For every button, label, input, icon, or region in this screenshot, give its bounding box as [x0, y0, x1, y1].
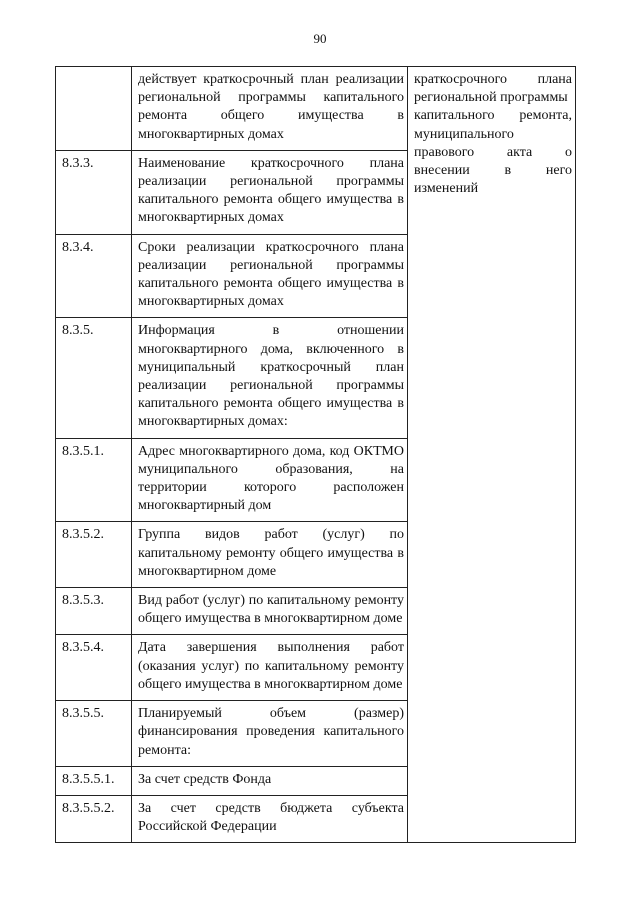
row-number: 8.3.5.5. [56, 701, 132, 767]
row-number: 8.3.5.4. [56, 635, 132, 701]
row-number: 8.3.5.5.1. [56, 766, 132, 795]
row-name: Планируемый объем (размер) финансирования проведения капитального ремонта: [132, 701, 408, 767]
row-name: Наименование краткосрочного плана реализации региональной программы капитального ремонта общего имущества в многоквартирных домах [132, 150, 408, 234]
row-number: 8.3.5.5.2. [56, 795, 132, 842]
row-name: Информация в отношении многоквартирного дома, включенного в муниципальный краткосрочный план реализации региональной программы капитального ремонта общего имущества в многоквартирных домах: [132, 318, 408, 438]
row-number: 8.3.4. [56, 234, 132, 318]
row-name: Дата завершения выполнения работ (оказания услуг) по капитальному ремонту общего имущества в многоквартирном доме [132, 635, 408, 701]
row-name: За счет средств Фонда [132, 766, 408, 795]
table-row [56, 67, 576, 151]
row-number: 8.3.5.1. [56, 438, 132, 522]
row-number: 8.3.5.2. [56, 522, 132, 588]
data-source-text-bottom: капитального ремонта, муниципального правового акта о внесении в него изменений [414, 108, 572, 197]
row-name: действует краткосрочный план реализации региональной программы капитального ремонта общего имущества в многоквартирных домах [132, 67, 408, 151]
row-number: 8.3.3. [56, 150, 132, 234]
row-number: 8.3.5. [56, 318, 132, 438]
row-number [56, 67, 132, 151]
row-name: Сроки реализации краткосрочного плана реализации региональной программы капитального ремонта общего имущества в многоквартирных домах [132, 234, 408, 318]
row-name: За счет средств бюджета субъекта Российской Федерации [132, 795, 408, 842]
row-name: Вид работ (услуг) по капитальному ремонту общего имущества в многоквартирном доме [132, 588, 408, 635]
data-source-text-top: краткосрочного плана региональной программы [414, 72, 572, 106]
page-number: 90 [313, 31, 327, 46]
data-source-cell [408, 67, 576, 843]
row-number: 8.3.5.3. [56, 588, 132, 635]
row-name: Адрес многоквартирного дома, код ОКТМО муниципального образования, на территории которого расположен многоквартирный дом [132, 438, 408, 522]
row-name: Группа видов работ (услуг) по капитальному ремонту общего имущества в многоквартирном доме [132, 522, 408, 588]
document-table [55, 66, 576, 843]
